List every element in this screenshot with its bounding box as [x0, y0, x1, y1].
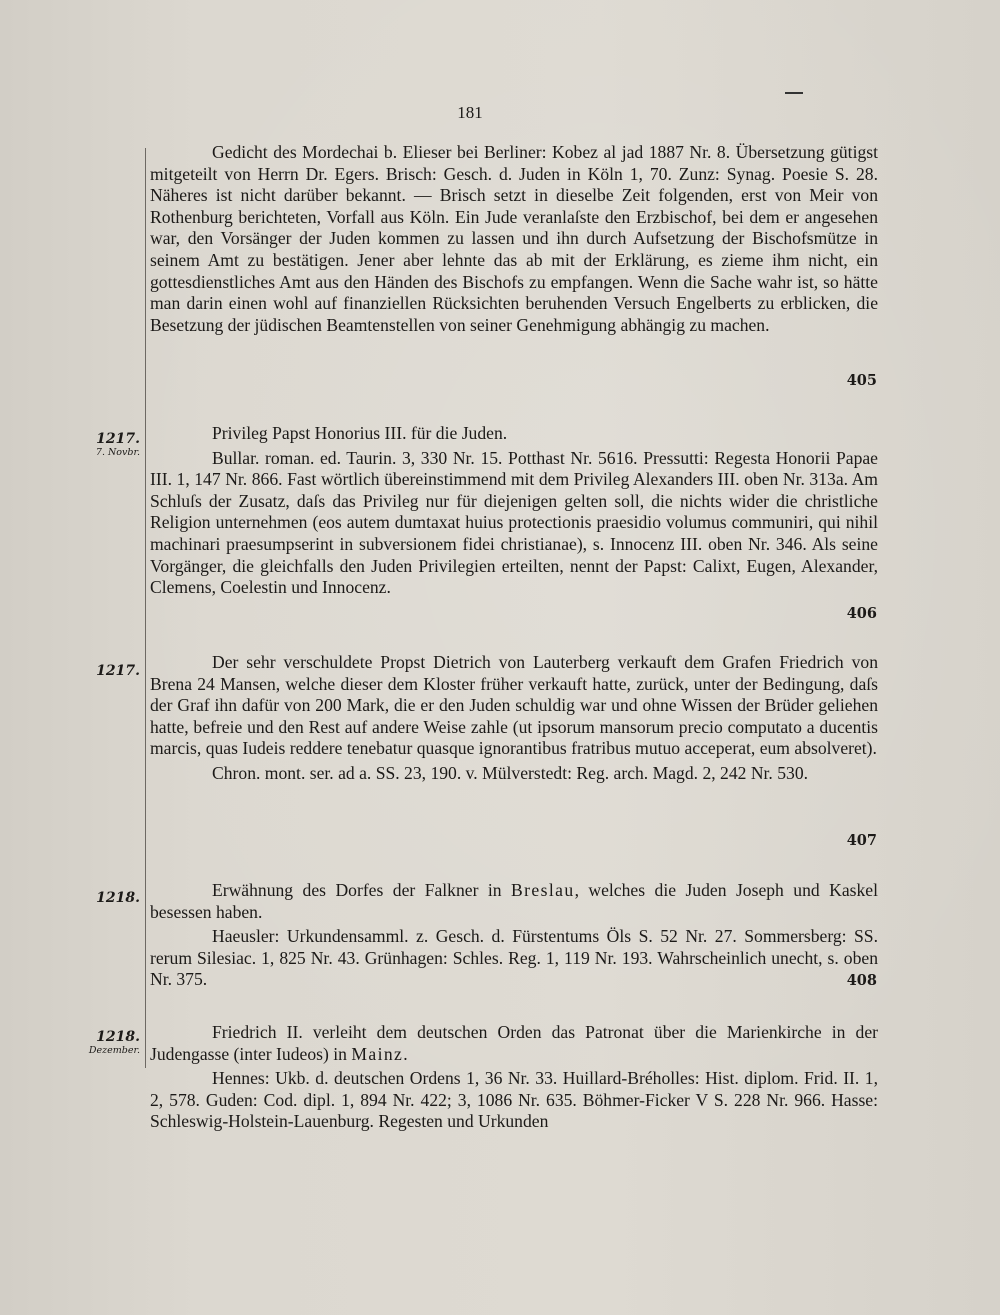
margin-rule: [145, 148, 146, 1068]
entry-day: Dezember.: [88, 1045, 140, 1056]
entry-text-part: .: [403, 1043, 408, 1064]
regest-number: 405: [846, 372, 877, 389]
entry-year: 1217.: [96, 431, 140, 447]
entry-406: [150, 423, 878, 599]
entry-text: [150, 880, 878, 923]
entry-text-part: Erwähnung des Dorfes der Falkner in: [212, 880, 512, 900]
regest-number: 408: [846, 972, 877, 989]
page-number: 181: [457, 103, 483, 122]
entry-408: [150, 880, 878, 991]
entry-407: [150, 652, 878, 785]
entry-text-part: , welches die Juden Joseph und Kaskel besessen haben.: [150, 880, 878, 922]
entry-year: 1218.: [96, 890, 140, 906]
entry-text: Gedicht des Mordechai b. Elieser bei Berliner: Kobez al jad 1887 Nr. 8. Übersetzung gütigst mitgeteilt von Herrn Dr. Egers. Brisch: Gesch. d. Juden in Köln 1, 70. Zunz: Synag. Poesie S. 28. Näheres ist nicht darüber bekannt. — Brisch setzt in dieselbe Zeit folgenden, erst von Meir von Rothenburg berichteten, Vorfall aus Köln. Ein Jude veranlaſste den Erzbischof, bei dem er angesehen war, den Vorsänger der Juden kommen zu lassen und ihn durch Aufsetzung der Bischofsmütze in seinem Amt zu bestätigen. Jener aber lehnte das ab mit der Erklärung, es zieme ihm nicht, ein gottesdienstliches Amt aus den Händen des Bischofs zu empfangen. Wenn die Sache wahr ist, so hätte man darin einen wohl auf finanziellen Rücksichten beruhenden Versuch Engelberts zu erblicken, die Besetzung der jüdischen Beamtenstellen von seiner Genehmigung abhängig zu machen.: [150, 142, 878, 335]
entry-text: [150, 1022, 878, 1065]
entry-reference: Chron. mont. ser. ad a. SS. 23, 190. v. Mülverstedt: Reg. arch. Magd. 2, 242 Nr. 530.: [212, 762, 809, 783]
entry-year: 1218.: [96, 1029, 140, 1045]
entry-date: [70, 1029, 140, 1057]
entry-409: [150, 1022, 878, 1133]
entry-text-part: Friedrich II. verleiht dem deutschen Orden das Patronat über die Marienkirche in der Judengasse (inter Iudeos) in: [150, 1022, 878, 1064]
regest-number: 407: [846, 832, 877, 849]
corner-mark: [785, 92, 803, 94]
place-name: Breslau: [511, 880, 575, 900]
place-name: Mainz: [351, 1043, 404, 1064]
entry-date: [70, 431, 140, 459]
entry-reference: Hennes: Ukb. d. deutschen Ordens 1, 36 Nr. 33. Huillard-Bréholles: Hist. diplom. Frid. II. 1, 2, 578. Guden: Cod. dipl. 1, 894 Nr. 422; 3, 1086 Nr. 635. Böhmer-Ficker V S. 228 Nr. 966. Hasse: Schleswig-Holstein-Lauenburg. Regesten und Urkunden: [150, 1068, 878, 1132]
entry-date: [70, 890, 140, 906]
regest-number: 406: [846, 605, 877, 622]
entry-text: Der sehr verschuldete Propst Dietrich von Lauterberg verkauft dem Grafen Friedrich von Brena 24 Mansen, welche dieser dem Kloster früher verkauft hatte, zurück, unter der Bedingung, daſs der Graf ihn dafür von 200 Mark, die er den Juden schuldig war und ohne Wissen der Brüder geliehen hatte, befreie und den Rest auf andere Weise zahle (ut ipsorum mansorum precio computato a ducentis marcis, quas Iudeis reddere tenebatur quasque ignorantibus fratribus mutuo acceperat, eum absolveret).: [150, 652, 878, 759]
entry-date: [70, 663, 140, 679]
entry-text: Privileg Papst Honorius III. für die Juden.: [212, 423, 508, 443]
entry-405: [150, 142, 878, 336]
entry-reference: Haeusler: Urkundensamml. z. Gesch. d. Fürstentums Öls S. 52 Nr. 27. Sommersberg: SS. rerum Silesiac. 1, 825 Nr. 43. Grünhagen: Schles. Reg. 1, 119 Nr. 193. Wahrscheinlich unecht, s. oben Nr. 375.: [150, 926, 878, 990]
entry-day: 7. Novbr.: [95, 447, 140, 458]
entry-year: 1217.: [96, 663, 140, 679]
entry-reference: Bullar. roman. ed. Taurin. 3, 330 Nr. 15. Potthast Nr. 5616. Pressutti: Regesta Honorii Papae III. 1, 147 Nr. 866. Fast wörtlich übereinstimmend mit dem Privileg Alexanders III. oben Nr. 313a. Am Schluſs der Zusatz, daſs das Privileg nur für diejenigen gelten soll, die nichts wider die christliche Religion unternehmen (eos autem dumtaxat huius protectionis praesidio volumus communiri, qui nihil machinari praesumpserint in subversionem fidei christianae), s. Innocenz III. oben Nr. 346. Als seine Vorgänger, die gleichfalls den Juden Privilegien erteilten, nennt der Papst: Calixt, Eugen, Alexander, Clemens, Coelestin und Innocenz.: [150, 447, 878, 598]
